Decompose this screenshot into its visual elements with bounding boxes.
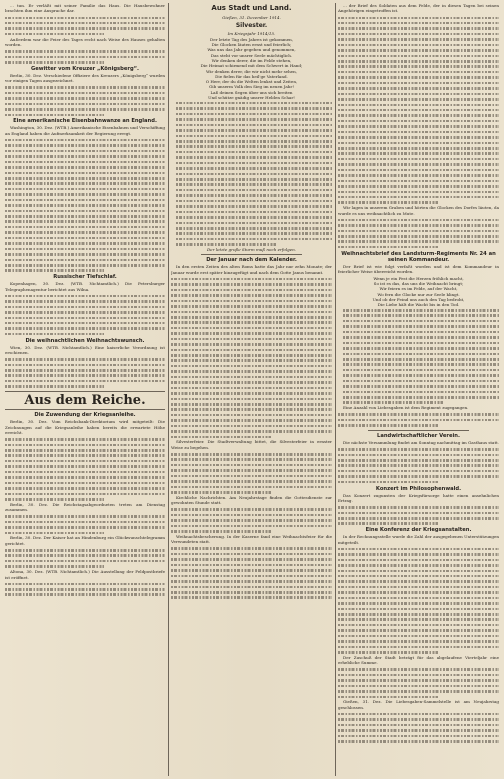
text-line: [171, 434, 271, 439]
text-line: [338, 423, 438, 428]
column-rule: [335, 3, 336, 776]
paragraph: Wien, 30. Dez. (WTB. Nichtamtlich.) Eine kaiserliche Verordnung ist erschienen.: [5, 344, 165, 356]
paragraph: Gießen, 31. Dez. Die Liebesgaben-Sammelstelle ist am Neujahrstag geschlossen.: [338, 699, 499, 710]
poem-line: Wir feiern es im Felde, auf der Wacht,: [379, 286, 458, 292]
text-line: [5, 331, 104, 336]
paragraph: Der Zuschuß der Stadt beträgt für das abgelaufene Vierteljahr eine erhebliche Summe.: [338, 654, 499, 666]
poem-title: Silvester.: [235, 22, 268, 30]
poem-line: Die Liebe hält die Wacht bis in den Tod.: [377, 302, 460, 308]
text-line: [5, 384, 104, 389]
text-line: [5, 268, 104, 273]
text-line: [338, 521, 438, 526]
paragraph: Berlin, 30. Dez. Der Kaiser hat an Hindenburg ein Glückwunschtelegramm gerichtet.: [5, 535, 165, 546]
poem-line: Und ob der Feind uns auch den Tag bedroht,: [372, 296, 465, 302]
article-heading: Landwirtschaftlicher Verein.: [377, 433, 460, 440]
poem-line: Die Glocken läuten ernst und feierlich;: [211, 42, 292, 48]
poem-line: Laß deinen Segen über uns sich breiten: [210, 89, 293, 95]
divider: [201, 254, 302, 255]
paragraph: Berlin, 30. Dez. Verschiedene Offiziere des Kreuzers „Königsberg“ wurden vor einigen Tagen ausgezeichnet.: [5, 72, 165, 84]
article-heading: Eine Konferenz der Kriegsanstalten.: [365, 527, 472, 534]
text-line: [338, 479, 438, 484]
section-heading: Aus Stadt und Land.: [211, 4, 292, 12]
poem-line: Und schütze gnädig unsrer Helden Schar!: [208, 95, 295, 101]
paragraph: ... tun. Er verläßt mit seiner Familie das Haus. Die Hausbewohner brachten ihm eine Ansprache dar.: [5, 3, 165, 14]
poem-line: Wo fern die Glocke nur zur Seele klingt.: [377, 291, 460, 297]
text-line: [5, 59, 104, 64]
poem-line: Wir denken derer, die im Felde stehen,: [211, 57, 292, 63]
poem-line: O Herr, der du die Welten lenkst und Zeiten,: [205, 79, 298, 85]
column-rule: [168, 3, 169, 776]
text-line: [171, 529, 271, 534]
section-heading: Aus dem Reiche.: [5, 391, 165, 410]
column-middle: [171, 3, 332, 776]
poem-line: Der letzte Tag des Jahres ist gekommen,: [209, 36, 294, 42]
paragraph: Der Brief ist wie folgt verfaßt worden und ist dem Kommandeur in feierlicher Weise überreicht worden.: [338, 263, 499, 275]
text-line: [338, 244, 438, 249]
text-line: [5, 530, 104, 535]
text-line: [5, 592, 165, 597]
article-heading: Gewitter vom Kreuzer „Königsberg“.: [30, 65, 140, 72]
paragraph: In den ersten Zeiten des alten Roms hatte das Jahr nur zehn Monate; der Januar wurde erst später hinzugefügt und nach dem Gotte Janus benannt.: [171, 264, 332, 275]
paragraph: ... der Brief des Soldaten aus dem Felde, der in diesen Tagen bei seinen Angehörigen eingetroffen ist.: [338, 3, 499, 14]
paragraph: Silvesterfeier. Die Stadtverwaltung bittet, die Silvesterfeier in ernster Weise zu begehen.: [171, 439, 332, 450]
text-line: [338, 694, 438, 699]
dateline: Gießen, 31. Dezember 1914.: [222, 15, 281, 20]
text-line: [176, 242, 276, 247]
poem-line: Gib unserm Volk den Sieg im neuen Jahr!: [209, 84, 294, 90]
paragraph: Weihnachtsbescherung. In der Kaserne fand eine Weihnachtsfeier für die Verwundeten statt.: [171, 533, 332, 545]
column-left: [5, 3, 165, 776]
article-heading: Die Zuwendung der Kriegsanleihe.: [34, 412, 136, 419]
column-right: [338, 3, 499, 776]
poem-line: So ist es das, das uns die Weihnacht bringt;: [373, 280, 464, 286]
text-line: [5, 496, 104, 501]
paragraph: In der Rechnungsstelle wurde die Zahl der ausgegebenen Unterstützungen mitgeteilt.: [338, 534, 499, 545]
text-line: [171, 489, 271, 494]
poem-signature: Der letzte große Sturm muß noch erfolgen.: [206, 247, 297, 253]
poem-subtitle: Im Kriegsjahr 1914/15.: [227, 31, 276, 37]
text-line: [5, 31, 104, 36]
paragraph: Washington, 30. Dez. (WTB.) Amerikanische Eisenbahnen und Verschiffung an England haben die Aufmerksamkeit der Regierung erregt.: [5, 125, 165, 136]
poem-line: Wir denken derer, die wir nicht mehr sehen,: [206, 68, 297, 74]
paragraph: Das Konzert zugunsten der Kriegsfürsorge hatte einen ansehnlichen Ertrag.: [338, 492, 499, 504]
poem-line: Wenn je ein Fest die Herzen fröhlich macht,: [373, 275, 464, 281]
article-heading: Russischer Tiefschlaf.: [53, 274, 117, 281]
text-line: [5, 564, 104, 569]
paragraph: Eine Anzahl von Liebesgaben ist dem Regiment zugegangen.: [343, 405, 469, 411]
text-line: [343, 400, 443, 405]
poem-line: Die fielen für das heil'ge Vaterland.: [215, 73, 288, 79]
poem-line: Das steht vor unsrer Seele mächtiglich.: [210, 52, 293, 58]
paragraph: Wir lagen in unserem Graben und hörten die Glocken des Dorfes läuten, da wurde es uns weihnachtlich zu Mute.: [338, 205, 499, 216]
paragraph: Kopenhagen, 30. Dez. (WTB. Nichtamtlich.) Die Petersburger Telegraphenagentur berichtet aus Wilna.: [5, 281, 165, 292]
paragraph: Berlin, 30. Dez. Die Reichstagsabgeordneten treten am Dienstag zusammen.: [5, 501, 165, 513]
text-line: [338, 200, 438, 205]
article-heading: Der Januar nach dem Kalender.: [206, 257, 297, 264]
paragraph: Berlin, 30. Dez. Vom Reichsbank-Direktorium wird mitgeteilt: Die Zeichnungen auf die Kriegsanleihe haben bereits die erwartete Höhe erreicht.: [5, 419, 165, 436]
paragraph: Außerdem war die Feier des Tages recht nach Weise des Hauses gehalten worden.: [5, 36, 165, 48]
paragraph: Altona, 30. Dez. (WTB. Nichtamtlich.) Die Ausstellung der Feldpostbriefe ist eröffnet.: [5, 569, 165, 580]
text-line: [171, 595, 332, 600]
divider: [368, 430, 469, 431]
article-heading: Konzert im Philosophenwald.: [375, 485, 462, 492]
paragraph: Kirchliche Nachrichten. Am Neujahrstage finden die Gottesdienste zur gewohnten Stunde statt.: [171, 494, 332, 506]
poem-line: Was uns das Jahr gegeben und genommen,: [207, 47, 296, 53]
text-line: [5, 112, 104, 117]
poem-line: Die Heimat schirmend mit dem Schwert in Hand;: [200, 63, 303, 69]
text-line: [338, 739, 499, 744]
text-line: [338, 649, 438, 654]
article-heading: Eine amerikanische Eisenbahnwanze an England.: [13, 118, 157, 125]
paragraph: Die nächste Versammlung findet am Sonntag nachmittag im Gasthaus statt.: [343, 440, 499, 446]
article-heading: Weihnachtsbrief des Landsturm-Regiments Nr. 24 an seinen Kommandeur.: [341, 250, 496, 263]
article-heading: Die weihnachtlichen Weihnachtswunsch.: [25, 337, 145, 344]
